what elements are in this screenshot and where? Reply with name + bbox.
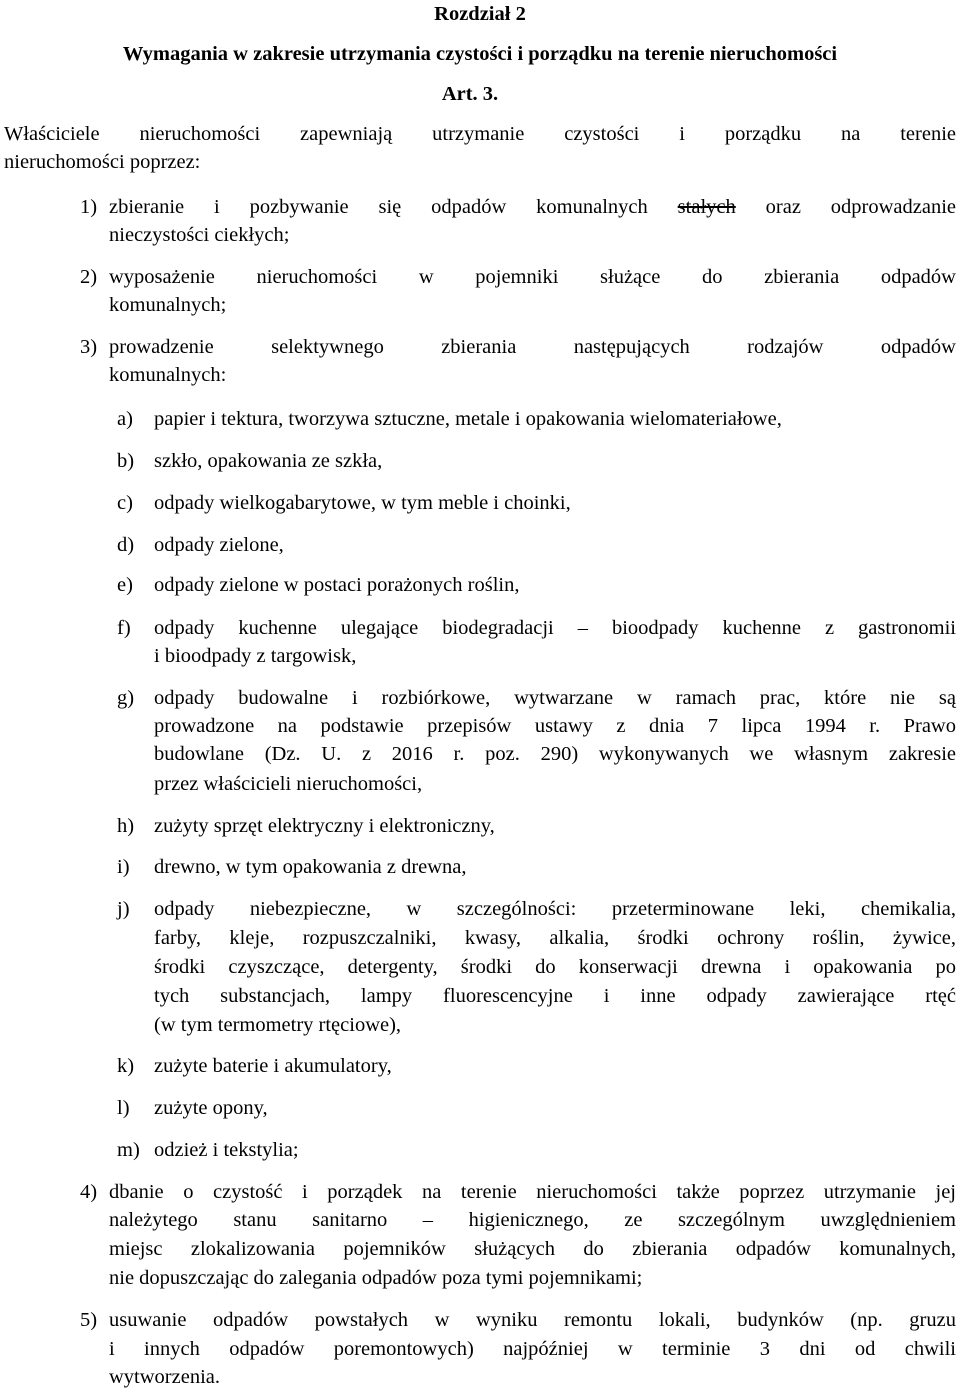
item-5-number: 5): [80, 1309, 98, 1331]
sub-l-letter: l): [117, 1097, 130, 1119]
intro-line-1: Właściciele nieruchomości zapewniają utrzymanie czystości i porządku na terenie: [4, 123, 956, 145]
item-5-line-1: usuwanie odpadów powstałych w wyniku remontu lokali, budynków (np. gruzu: [109, 1309, 956, 1331]
item-1-line-1: [109, 193, 956, 221]
item-2-line-1: wyposażenie nieruchomości w pojemniki służące do zbierania odpadów: [109, 266, 956, 288]
item-3-line-2: komunalnych:: [109, 364, 227, 386]
sub-b-line-1: szkło, opakowania ze szkła,: [154, 450, 383, 472]
sub-a-letter: a): [117, 408, 133, 430]
item-1-text-post: oraz odprowadzanie: [765, 196, 957, 218]
item-1-text-pre: zbieranie i pozbywanie się odpadów komunalnych: [109, 196, 648, 218]
sub-d-line-1: odpady zielone,: [154, 534, 284, 556]
sub-j-line-2: farby, kleje, rozpuszczalniki, kwasy, alkalia, środki ochrony roślin, żywice,: [154, 927, 956, 949]
sub-f-line-2: i bioodpady z targowisk,: [154, 645, 357, 667]
sub-e-line-1: odpady zielone w postaci porażonych roślin,: [154, 574, 520, 596]
sub-g-letter: g): [117, 687, 135, 709]
sub-k-line-1: zużyte baterie i akumulatory,: [154, 1055, 392, 1077]
item-4-line-4: nie dopuszczając do zalegania odpadów poza tymi pojemnikami;: [109, 1267, 643, 1289]
chapter-title: Wymagania w zakresie utrzymania czystości i porządku na terenie nieruchomości: [122, 43, 838, 65]
item-2-line-2: komunalnych;: [109, 294, 227, 316]
sub-j-line-5: (w tym termometry rtęciowe),: [154, 1014, 402, 1036]
sub-m-line-1: odzież i tekstylia;: [154, 1139, 299, 1161]
article-heading: Art. 3.: [441, 83, 499, 105]
sub-f-letter: f): [117, 617, 131, 639]
item-4-line-3: miejsc zlokalizowania pojemników służących do zbierania odpadów komunalnych,: [109, 1238, 956, 1260]
sub-i-line-1: drewno, w tym opakowania z drewna,: [154, 856, 467, 878]
sub-j-line-3: środki czyszczące, detergenty, środki do konserwacji drewna i opakowania po: [154, 956, 956, 978]
item-4-line-2: należytego stanu sanitarno – higienicznego, ze szczególnym uwzględnieniem: [109, 1209, 956, 1231]
item-5-line-2: i innych odpadów poremontowych) najpóźniej w terminie 3 dni od chwili: [109, 1338, 956, 1360]
item-3-number: 3): [80, 336, 98, 358]
sub-f-line-1: odpady kuchenne ulegające biodegradacji – bioodpady kuchenne z gastronomii: [154, 617, 956, 639]
sub-g-line-3: budowlane (Dz. U. z 2016 r. poz. 290) wykonywanych we własnym zakresie: [154, 743, 956, 765]
chapter-heading: Rozdział 2: [434, 3, 526, 25]
intro-line-2: nieruchomości poprzez:: [4, 151, 201, 173]
sub-g-line-1: odpady budowalne i rozbiórkowe, wytwarzane w ramach prac, które nie są: [154, 687, 956, 709]
sub-j-line-4: tych substancjach, lampy fluorescencyjne i inne odpady zawierające rtęć: [154, 985, 956, 1007]
sub-i-letter: i): [117, 856, 130, 878]
sub-c-letter: c): [117, 492, 133, 514]
item-1-number: 1): [80, 196, 98, 218]
sub-e-letter: e): [117, 574, 133, 596]
sub-d-letter: d): [117, 534, 135, 556]
sub-c-line-1: odpady wielkogabarytowe, w tym meble i choinki,: [154, 492, 571, 514]
sub-h-letter: h): [117, 815, 135, 837]
sub-h-line-1: zużyty sprzęt elektryczny i elektroniczny,: [154, 815, 495, 837]
item-3-line-1: prowadzenie selektywnego zbierania następujących rodzajów odpadów: [109, 336, 956, 358]
sub-j-line-1: odpady niebezpieczne, w szczególności: przeterminowane leki, chemikalia,: [154, 898, 956, 920]
sub-k-letter: k): [117, 1055, 135, 1077]
item-1-line-2: nieczystości ciekłych;: [109, 224, 290, 246]
item-2-number: 2): [80, 266, 98, 288]
sub-j-letter: j): [117, 898, 130, 920]
sub-g-line-2: prowadzone na podstawie przepisów ustawy z dnia 7 lipca 1994 r. Prawo: [154, 715, 956, 737]
sub-m-letter: m): [117, 1139, 140, 1161]
sub-b-letter: b): [117, 450, 135, 472]
item-1-struck-word: stałych: [677, 196, 736, 218]
sub-g-line-4: przez właścicieli nieruchomości,: [154, 773, 423, 795]
sub-a-line-1: papier i tektura, tworzywa sztuczne, metale i opakowania wielomateriałowe,: [154, 408, 782, 430]
item-4-number: 4): [80, 1181, 98, 1203]
item-4-line-1: dbanie o czystość i porządek na terenie nieruchomości także poprzez utrzymanie jej: [109, 1181, 956, 1203]
sub-l-line-1: zużyte opony,: [154, 1097, 268, 1119]
item-5-line-3: wytworzenia.: [109, 1366, 220, 1388]
